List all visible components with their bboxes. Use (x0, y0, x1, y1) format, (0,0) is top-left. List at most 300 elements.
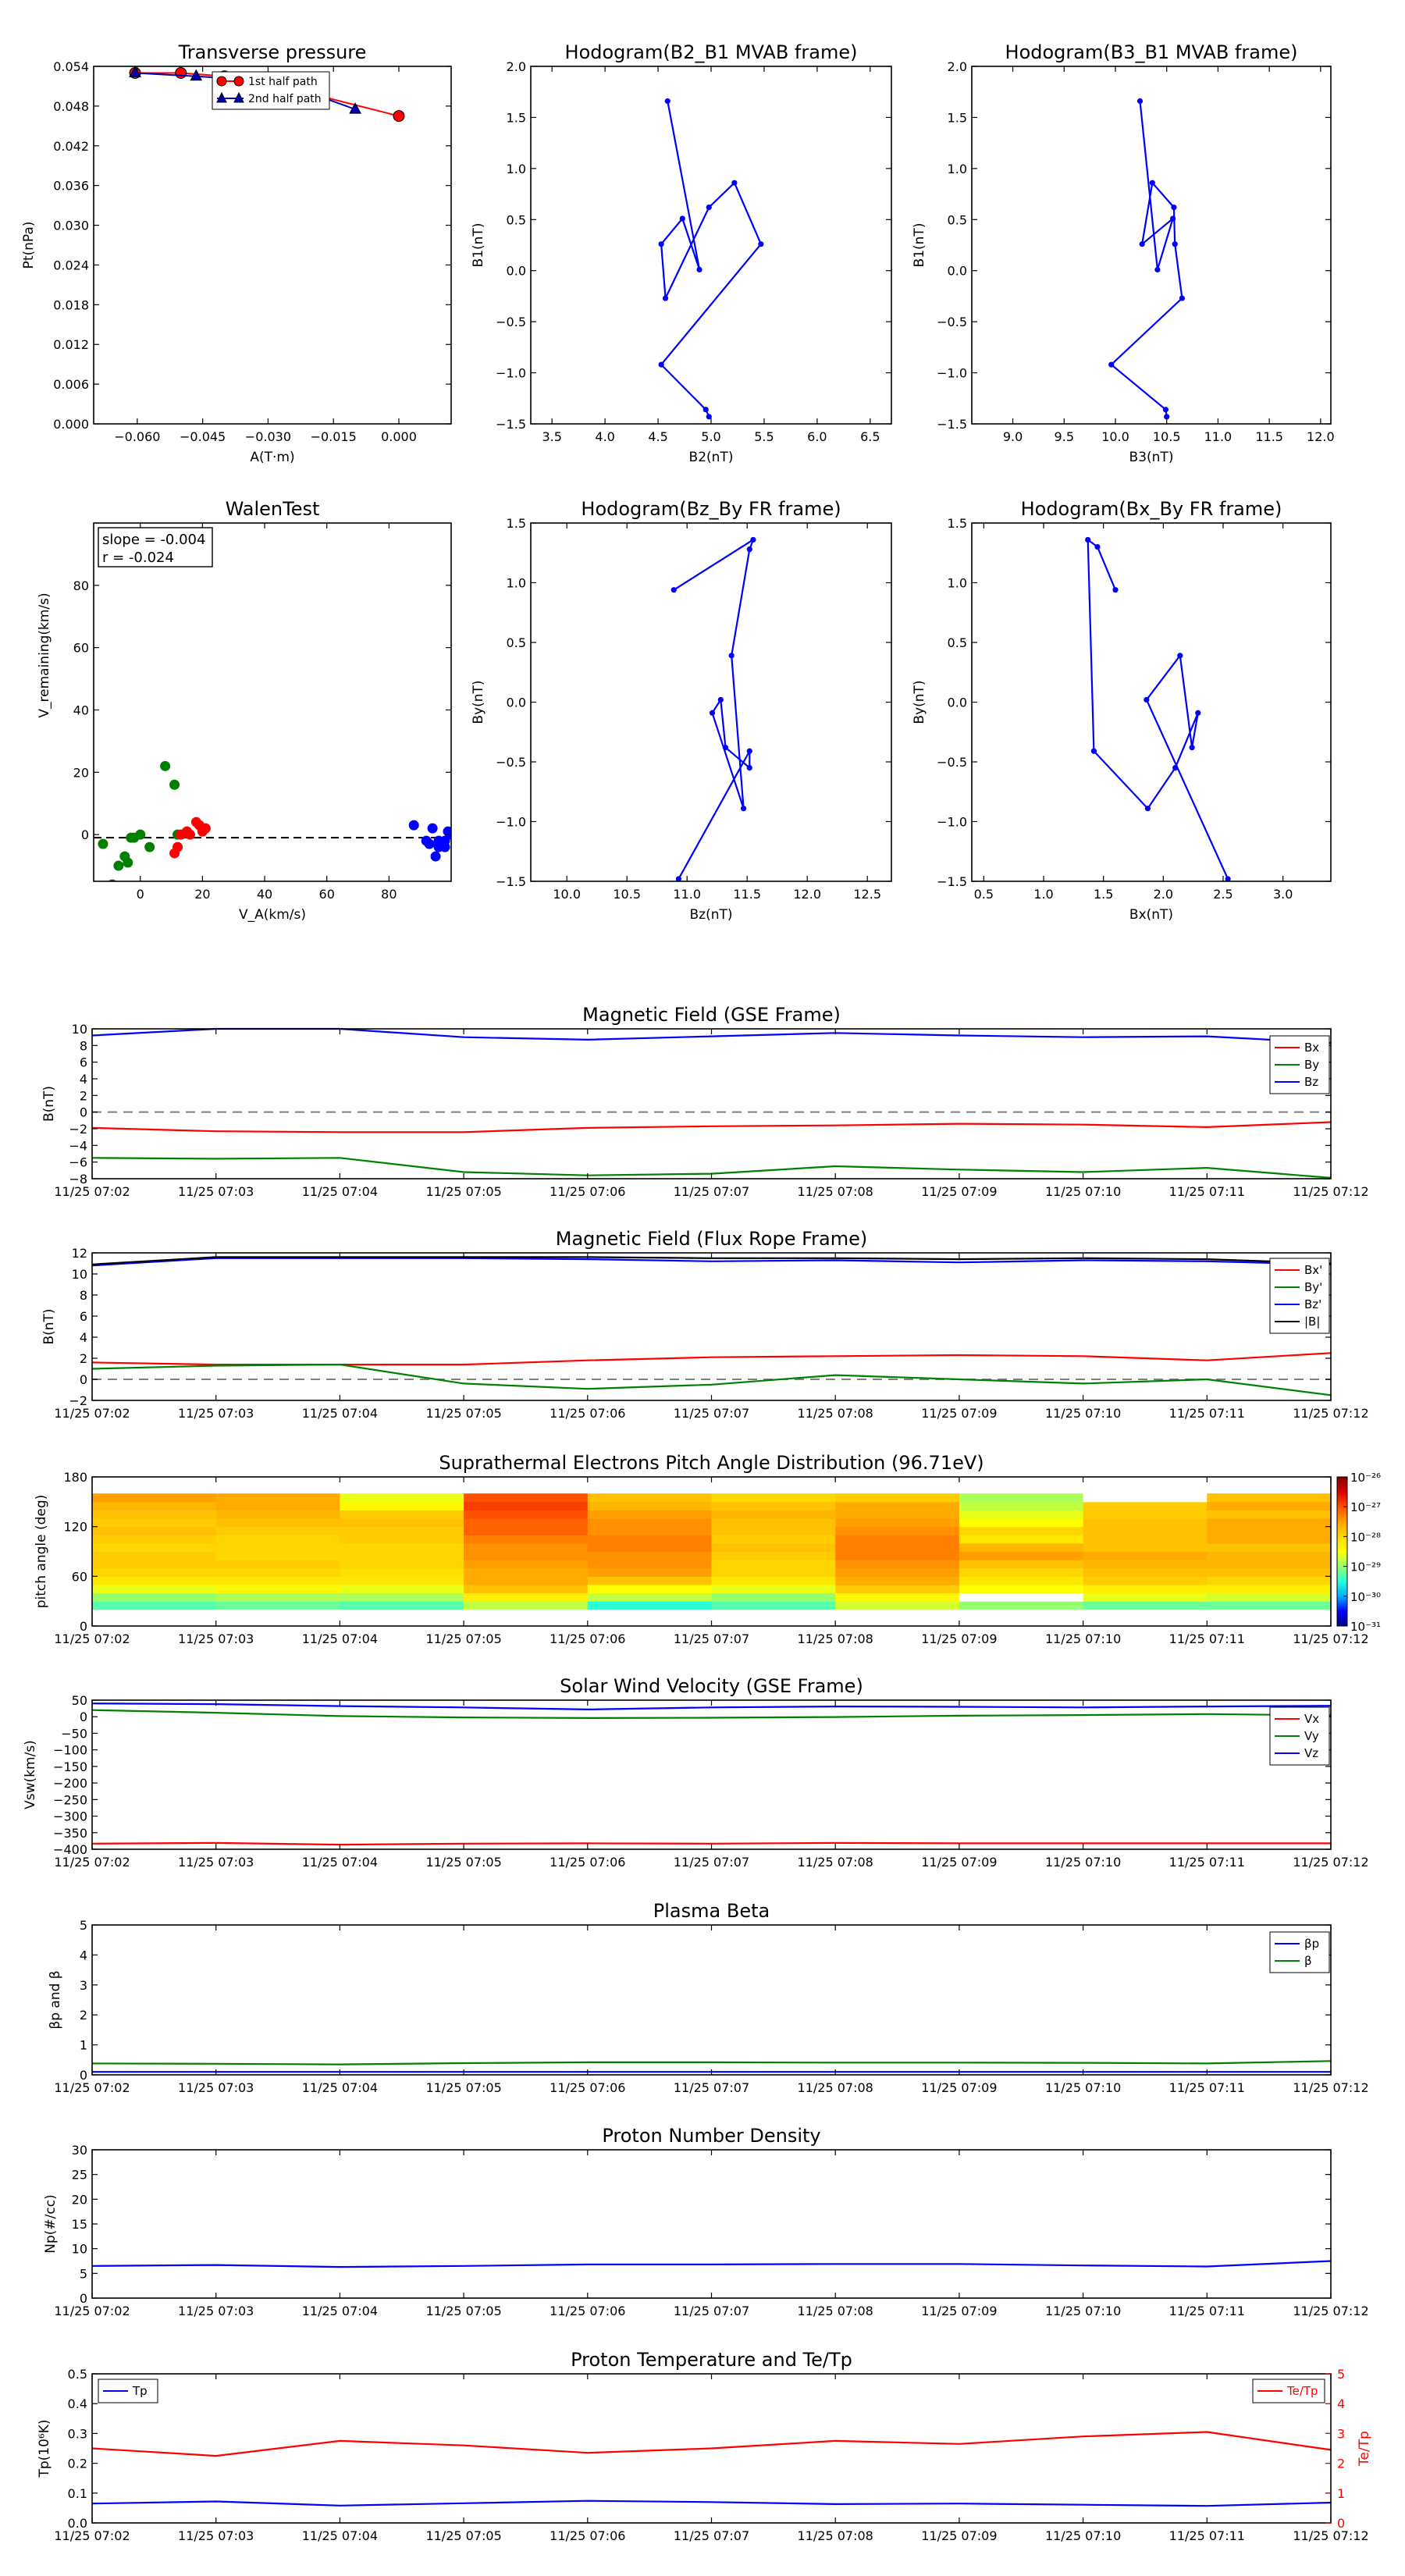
heatmap-cell (959, 1576, 1083, 1585)
time-tick-label: 11/25 07:06 (550, 2304, 626, 2318)
legend-box (1270, 1932, 1329, 1973)
x-axis-label: B3(nT) (1129, 450, 1174, 465)
y-tick-label: 20 (73, 765, 89, 781)
time-tick-label: 11/25 07:10 (1044, 2080, 1122, 2095)
time-tick-label: 11/25 07:09 (921, 2528, 998, 2543)
data-point (431, 852, 441, 862)
heatmap-cell (464, 1560, 588, 1568)
time-tick-label: 11/25 07:11 (1168, 2528, 1245, 2543)
y-tick-label: 0.0 (67, 2516, 87, 2531)
y-tick-label: 4 (79, 1072, 87, 1087)
y-tick-label: 0.024 (53, 258, 89, 273)
heatmap-cell (1083, 1543, 1208, 1552)
data-point (1179, 295, 1185, 301)
data-point (173, 842, 183, 852)
time-tick-label: 11/25 07:11 (1168, 1631, 1245, 1646)
time-tick-label: 11/25 07:07 (673, 2528, 750, 2543)
hodogram-line (674, 539, 753, 879)
y-tick-label: 0 (79, 2291, 87, 2306)
y-tick-label: 0.012 (53, 337, 89, 353)
y-tick-label: −0.5 (937, 315, 967, 330)
colorbar-label: 10⁻³⁰ (1350, 1589, 1382, 1604)
legend-label: Bx' (1304, 1263, 1323, 1277)
heatmap-cell (340, 1552, 464, 1560)
x-tick-label: 0.5 (973, 887, 994, 902)
heatmap-cell (959, 1502, 1083, 1510)
colorbar-label: 10⁻²⁸ (1350, 1530, 1382, 1545)
heatmap-cell (464, 1493, 588, 1502)
axes-frame (92, 2150, 1331, 2298)
heatmap-cell (92, 1502, 216, 1510)
heatmap-cell (464, 1552, 588, 1560)
chart-title: Transverse pressure (178, 41, 367, 63)
chart-beta (48, 1900, 1369, 2095)
x-tick-label: 11.0 (1204, 429, 1232, 444)
heatmap-cell (835, 1552, 959, 1560)
data-point (1145, 806, 1151, 811)
heatmap-cell (1083, 1568, 1208, 1577)
chart-mag_gse (41, 1004, 1369, 1199)
heatmap-cell (1207, 1552, 1331, 1560)
time-tick-label: 11/25 07:07 (673, 2080, 750, 2095)
heatmap-cell (588, 1535, 712, 1543)
heatmap-cell (959, 1518, 1083, 1527)
time-tick-label: 11/25 07:04 (301, 2080, 379, 2095)
heatmap-cell (835, 1493, 959, 1502)
time-tick-label: 11/25 07:10 (1044, 2304, 1122, 2318)
data-point (1140, 241, 1145, 247)
x-tick-label: 3.0 (1272, 887, 1293, 902)
y-tick-label: −250 (53, 1792, 87, 1808)
chart-title: WalenTest (225, 498, 320, 520)
heatmap-cell (216, 1535, 340, 1543)
heatmap-cell (835, 1518, 959, 1527)
y-tick-label: 4 (79, 1330, 87, 1345)
chart-title: Magnetic Field (Flux Rope Frame) (555, 1228, 868, 1250)
y-tick-label: 60 (73, 640, 89, 656)
heatmap-cell (340, 1593, 464, 1602)
chart-h21 (471, 41, 891, 465)
y-axis-label-right: Te/Tp (1357, 2431, 1372, 2466)
y-axis-label: pitch angle (deg) (34, 1494, 49, 1609)
y-tick-label: 0 (79, 1105, 87, 1120)
data-point (750, 537, 756, 543)
time-tick-label: 11/25 07:02 (54, 1855, 130, 1870)
y-axis-label: By(nT) (912, 680, 927, 724)
y-tick-label: −1.0 (937, 365, 967, 381)
y-tick-label: 2 (79, 1088, 87, 1104)
time-tick-label: 11/25 07:03 (178, 2528, 254, 2543)
colorbar (1337, 1477, 1347, 1626)
heatmap-cell (92, 1576, 216, 1585)
y-axis-label: V_remaining(km/s) (37, 592, 52, 718)
heatmap-cell (712, 1585, 836, 1593)
data-point (706, 205, 712, 210)
y-tick-label: −1.5 (496, 874, 526, 889)
data-point (1144, 697, 1149, 703)
heatmap-cell (340, 1510, 464, 1518)
chart-title: Hodogram(Bz_By FR frame) (581, 498, 841, 520)
y-tick-label: 0.054 (53, 59, 89, 74)
legend-label: Bx (1304, 1041, 1320, 1055)
time-tick-label: 11/25 07:09 (921, 1855, 998, 1870)
heatmap-cell (959, 1510, 1083, 1518)
time-tick-label: 11/25 07:02 (54, 1631, 130, 1646)
legend-label: Vx (1304, 1712, 1320, 1726)
y-tick-label-right: 0 (1337, 2516, 1346, 2531)
heatmap-cell (216, 1543, 340, 1552)
time-tick-label: 11/25 07:03 (178, 2304, 254, 2318)
data-point (409, 820, 419, 831)
time-tick-label: 11/25 07:12 (1293, 1184, 1369, 1199)
time-tick-label: 11/25 07:11 (1168, 2080, 1245, 2095)
y-tick-label: 10 (71, 2241, 87, 2257)
axes-frame (92, 1925, 1331, 2075)
y-tick-label: 1.5 (506, 110, 526, 126)
time-tick-label: 11/25 07:04 (301, 1406, 379, 1421)
chart-title: Hodogram(B3_B1 MVAB frame) (1005, 41, 1298, 63)
heatmap-cell (464, 1601, 588, 1610)
time-tick-label: 11/25 07:10 (1044, 2528, 1122, 2543)
time-tick-label: 11/25 07:12 (1293, 1855, 1369, 1870)
heatmap-cell (959, 1535, 1083, 1543)
chart-pad (34, 1452, 1381, 1646)
data-point (671, 587, 677, 592)
chart-tp2 (37, 2349, 1372, 2543)
heatmap-cell (464, 1510, 588, 1518)
y-tick-label: 0.048 (53, 98, 89, 114)
data-point (1170, 215, 1176, 221)
data-point (1137, 98, 1143, 104)
data-point (129, 833, 139, 843)
heatmap-cell (1207, 1502, 1331, 1510)
heatmap-cell (588, 1585, 712, 1593)
time-tick-label: 11/25 07:06 (550, 1184, 626, 1199)
legend-label: Vz (1304, 1746, 1319, 1760)
time-tick-label: 11/25 07:12 (1293, 2304, 1369, 2318)
data-point (747, 749, 752, 754)
time-tick-label: 11/25 07:11 (1168, 2304, 1245, 2318)
time-tick-label: 11/25 07:06 (550, 2528, 626, 2543)
y-tick-label: 2.0 (506, 59, 526, 74)
x-tick-label: 12.5 (853, 887, 882, 902)
data-point (729, 653, 735, 658)
y-tick-label: 0.0 (506, 263, 526, 279)
x-tick-label: 10.0 (1101, 429, 1129, 444)
y-tick-label: 0.042 (53, 138, 89, 154)
y-tick-label: 180 (63, 1470, 87, 1485)
heatmap-cell (92, 1552, 216, 1560)
data-point (710, 710, 715, 716)
axes-frame (92, 1029, 1331, 1179)
legend-label: β (1304, 1954, 1312, 1968)
heatmap-cell (588, 1527, 712, 1535)
x-tick-label: 4.0 (595, 429, 615, 444)
y-tick-label-right: 1 (1337, 2485, 1346, 2501)
heatmap-cell (588, 1601, 712, 1610)
y-tick-label: 0.000 (53, 417, 89, 432)
legend-label: By (1304, 1058, 1320, 1072)
x-tick-label: 1.5 (1093, 887, 1114, 902)
y-tick-label: 0 (79, 1710, 87, 1725)
heatmap-cell (340, 1518, 464, 1527)
colorbar-label: 10⁻²⁹ (1350, 1560, 1382, 1574)
data-point (144, 842, 155, 852)
chart-walen (37, 498, 457, 923)
x-tick-label: 60 (318, 887, 335, 902)
heatmap-cell (1083, 1493, 1208, 1502)
y-tick-label: 0.0 (947, 263, 967, 279)
y-tick-label: 1.5 (947, 110, 967, 126)
time-tick-label: 11/25 07:03 (178, 2080, 254, 2095)
heatmap-cell (216, 1518, 340, 1527)
data-point (160, 761, 170, 771)
x-tick-label: 9.0 (1002, 429, 1023, 444)
heatmap-cell (959, 1527, 1083, 1535)
colorbar-label: 10⁻²⁶ (1350, 1471, 1382, 1485)
y-tick-label-right: 3 (1337, 2426, 1346, 2442)
time-tick-label: 11/25 07:04 (301, 1184, 379, 1199)
points (98, 761, 456, 890)
y-tick-label: −0.5 (937, 755, 967, 770)
x-tick-label: 1.0 (1033, 887, 1054, 902)
chart-title: Hodogram(B2_B1 MVAB frame) (564, 41, 858, 63)
time-tick-label: 11/25 07:09 (921, 2304, 998, 2318)
heatmap-cell (835, 1576, 959, 1585)
time-tick-label: 11/25 07:04 (301, 1855, 379, 1870)
heatmap-cell (959, 1552, 1083, 1560)
heatmap-cell (588, 1502, 712, 1510)
y-tick-label: 60 (71, 1569, 87, 1585)
heatmap-cell (1207, 1493, 1331, 1502)
y-axis-label: Vsw(km/s) (23, 1740, 38, 1809)
time-tick-label: 11/25 07:11 (1168, 1184, 1245, 1199)
data-point (1091, 749, 1097, 754)
heatmap-cell (216, 1502, 340, 1510)
heatmap-cell (340, 1543, 464, 1552)
y-tick-label: −1.5 (937, 417, 967, 432)
heatmap-cell (464, 1585, 588, 1593)
y-tick-label: −6 (69, 1155, 87, 1170)
heatmap-cell (340, 1502, 464, 1510)
y-tick-label: 120 (63, 1519, 87, 1535)
data-point (741, 806, 746, 811)
chart-hzy (471, 498, 891, 923)
heatmap-cell (92, 1593, 216, 1602)
data-point (696, 267, 702, 272)
heatmap-cell (588, 1552, 712, 1560)
legend-label: By' (1304, 1280, 1323, 1294)
y-tick-label: 0 (79, 2068, 87, 2083)
x-tick-label: 0.000 (381, 429, 417, 444)
time-tick-label: 11/25 07:05 (425, 2528, 502, 2543)
heatmap-cell (92, 1535, 216, 1543)
axes-frame (531, 66, 891, 424)
y-tick-label: −0.5 (496, 315, 526, 330)
time-tick-label: 11/25 07:03 (178, 1184, 254, 1199)
time-tick-label: 11/25 07:08 (797, 2080, 873, 2095)
data-point (747, 546, 752, 552)
y-tick-label: 10 (71, 1022, 87, 1037)
chart-mag_fr (41, 1228, 1369, 1421)
chart-title: Solar Wind Velocity (GSE Frame) (560, 1675, 863, 1697)
y-tick-label: 0 (79, 1372, 87, 1387)
heatmap-cell (835, 1585, 959, 1593)
heatmap-cell (588, 1560, 712, 1568)
heatmap-cell (835, 1568, 959, 1577)
x-tick-label: 6.0 (807, 429, 827, 444)
heatmap-cell (1083, 1510, 1208, 1518)
heatmap-cell (1083, 1601, 1208, 1610)
legend-label: Bz (1304, 1075, 1319, 1089)
data-point (1094, 544, 1100, 550)
heatmap-cell (588, 1568, 712, 1577)
y-tick-label: 0.1 (67, 2485, 87, 2501)
heatmap-cell (1207, 1601, 1331, 1610)
time-tick-label: 11/25 07:06 (550, 1406, 626, 1421)
data-point (169, 780, 180, 790)
time-tick-label: 11/25 07:05 (425, 1406, 502, 1421)
heatmap-cell (959, 1493, 1083, 1502)
y-tick-label: 0.5 (67, 2367, 87, 2382)
chart-title: Proton Number Density (602, 2125, 821, 2147)
legend-marker (234, 76, 244, 86)
heatmap-cell (216, 1568, 340, 1577)
data-point (659, 241, 664, 247)
y-tick-label: −400 (53, 1842, 87, 1857)
heatmap-cell (712, 1535, 836, 1543)
time-tick-label: 11/25 07:02 (54, 1406, 130, 1421)
data-point (659, 362, 664, 368)
y-tick-label: 0.5 (947, 635, 967, 650)
y-tick-label: 2 (79, 1351, 87, 1366)
y-tick-label: 1.0 (506, 161, 526, 176)
data-point (663, 295, 668, 301)
heatmap-cell (1083, 1535, 1208, 1543)
y-tick-label: −4 (69, 1138, 87, 1154)
time-tick-label: 11/25 07:10 (1044, 1406, 1122, 1421)
x-tick-label: −0.045 (180, 429, 226, 444)
heatmap-cell (216, 1593, 340, 1602)
time-tick-label: 11/25 07:12 (1293, 1631, 1369, 1646)
data-point (428, 824, 438, 834)
heatmap-cell (712, 1552, 836, 1560)
y-tick-label: −1.5 (937, 874, 967, 889)
heatmap-cell (712, 1527, 836, 1535)
heatmap-cell (1207, 1527, 1331, 1535)
legend-label: 1st half path (248, 76, 318, 88)
heatmap-cell (835, 1560, 959, 1568)
time-tick-label: 11/25 07:08 (797, 1631, 873, 1646)
y-tick-label: 0.5 (947, 212, 967, 228)
heatmap-cell (92, 1510, 216, 1518)
colorbar-label: 10⁻³¹ (1350, 1620, 1382, 1634)
x-tick-label: 5.5 (754, 429, 774, 444)
time-tick-label: 11/25 07:03 (178, 1406, 254, 1421)
y-tick-label: 25 (71, 2167, 87, 2183)
y-tick-label: 20 (71, 2192, 87, 2208)
chart-title: Hodogram(Bx_By FR frame) (1020, 498, 1282, 520)
legend-marker (217, 76, 226, 86)
time-tick-label: 11/25 07:03 (178, 1855, 254, 1870)
heatmap-cell (464, 1543, 588, 1552)
chart-hxy (912, 498, 1331, 923)
x-tick-label: 11.5 (733, 887, 762, 902)
legend-label: 2nd half path (248, 93, 322, 105)
heatmap-cell (216, 1552, 340, 1560)
time-tick-label: 11/25 07:12 (1293, 1406, 1369, 1421)
axes-frame (92, 1253, 1331, 1400)
y-tick-label: 0.4 (67, 2396, 87, 2412)
heatmap-cell (216, 1560, 340, 1568)
data-point (718, 697, 724, 703)
y-tick-label: 0.018 (53, 297, 89, 313)
data-point (665, 98, 670, 104)
hodogram-line (1088, 539, 1228, 879)
series-line (92, 1353, 1331, 1364)
heatmap-cell (92, 1568, 216, 1577)
heatmap-cell (216, 1601, 340, 1610)
data-point (1171, 205, 1176, 210)
chart-np (43, 2125, 1369, 2318)
series-line (92, 1710, 1331, 1718)
x-tick-label: 10.5 (613, 887, 642, 902)
data-point (1085, 537, 1090, 543)
heatmap-cell (1083, 1518, 1208, 1527)
data-point (1172, 765, 1178, 770)
time-tick-label: 11/25 07:06 (550, 1631, 626, 1646)
time-tick-label: 11/25 07:05 (425, 1855, 502, 1870)
legend-label: Tp (133, 2384, 148, 2398)
data-point (201, 824, 211, 834)
data-point (680, 215, 685, 221)
x-tick-label: 11.0 (673, 887, 702, 902)
hodogram-line (661, 101, 761, 417)
heatmap-cell (959, 1568, 1083, 1577)
axes-frame (972, 523, 1331, 881)
heatmap-cell (464, 1502, 588, 1510)
time-tick-label: 11/25 07:07 (673, 1855, 750, 1870)
y-tick-label: 6 (79, 1055, 87, 1070)
y-tick-label: −8 (69, 1172, 87, 1187)
data-point (185, 830, 195, 840)
heatmap-cell (464, 1535, 588, 1543)
x-tick-label: 12.0 (1307, 429, 1335, 444)
y-tick-label: 5 (79, 1918, 87, 1933)
heatmap-cell (92, 1560, 216, 1568)
heatmap-cell (712, 1601, 836, 1610)
heatmap-cell (1207, 1535, 1331, 1543)
y-tick-label: 2.0 (947, 59, 967, 74)
y-axis-label: B1(nT) (912, 222, 927, 268)
colorbar-label: 10⁻²⁷ (1350, 1500, 1382, 1515)
time-tick-label: 11/25 07:06 (550, 2080, 626, 2095)
heatmap-cell (216, 1576, 340, 1585)
x-tick-label: −0.030 (244, 429, 292, 444)
heatmap-cell (588, 1510, 712, 1518)
x-tick-label: 10.0 (553, 887, 582, 902)
legend-label: |B| (1304, 1315, 1321, 1329)
y-tick-label: −1.0 (937, 814, 967, 830)
legend-label: Te/Tp (1287, 2384, 1318, 2398)
heatmap-cell (216, 1527, 340, 1535)
series-line-Te/Tp (92, 2432, 1331, 2457)
legend-label: Vy (1304, 1729, 1319, 1743)
y-axis-label: B1(nT) (471, 222, 486, 268)
heatmap-cell (340, 1560, 464, 1568)
chart-title: Suprathermal Electrons Pitch Angle Distribution (96.71eV) (439, 1452, 984, 1474)
time-tick-label: 11/25 07:07 (673, 1631, 750, 1646)
